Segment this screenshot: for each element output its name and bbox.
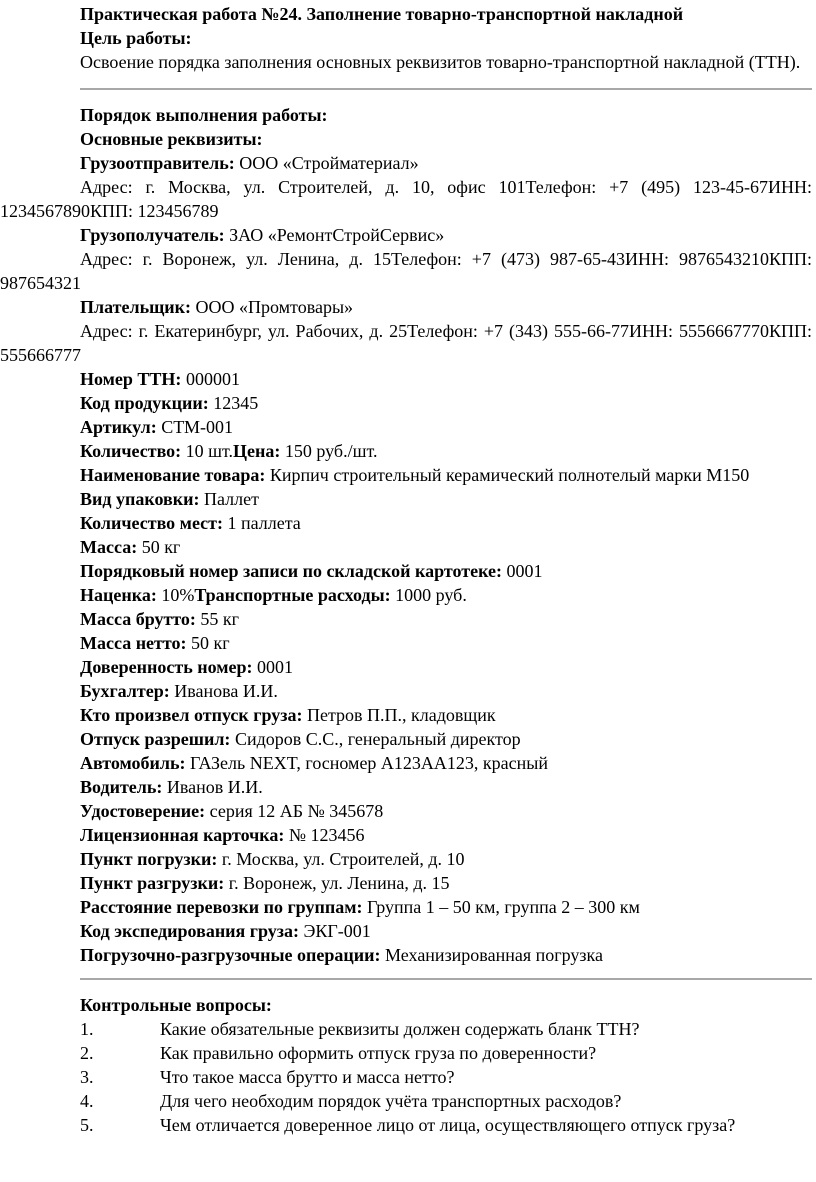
field-released-by: Кто произвел отпуск груза: Петров П.П., кладовщик (80, 705, 496, 725)
document-title: Практическая работа №24. Заполнение товарно-транспортной накладной (80, 4, 684, 24)
question-number: 5. (80, 1115, 94, 1135)
goal-heading: Цель работы: (80, 28, 192, 48)
field-vehicle: Автомобиль: ГАЗель NEXT, госномер А123АА123, красный (80, 753, 549, 773)
question-text: Для чего необходим порядок учёта транспортных расходов? (160, 1091, 622, 1111)
field-ttn-number: Номер ТТН: 000001 (80, 369, 240, 389)
field-markup-transport: Наценка: 10%Транспортные расходы: 1000 руб. (80, 585, 467, 605)
field-forwarding-code: Код экспедирования груза: ЭКГ-001 (80, 921, 371, 941)
goal-text: Освоение порядка заполнения основных реквизитов товарно-транспортной накладной (ТТН). (80, 52, 801, 72)
question-number: 1. (80, 1019, 94, 1039)
divider (80, 978, 812, 980)
question-text: Чем отличается доверенное лицо от лица, осуществляющего отпуск груза? (160, 1115, 736, 1135)
field-article: Артикул: СТМ-001 (80, 417, 234, 437)
field-loading-point: Пункт погрузки: г. Москва, ул. Строителей, д. 10 (80, 849, 465, 869)
field-power-of-attorney: Доверенность номер: 0001 (80, 657, 294, 677)
questions-heading: Контрольные вопросы: (80, 995, 272, 1015)
consignee-line: Грузополучатель: ЗАО «РемонтСтройСервис» (80, 225, 445, 245)
question-text: Какие обязательные реквизиты должен содержать бланк ТТН? (160, 1019, 640, 1039)
field-card-number: Порядковый номер записи по складской картотеке: 0001 (80, 561, 543, 581)
field-accountant: Бухгалтер: Иванова И.И. (80, 681, 278, 701)
consignee-address: Адрес: г. Воронеж, ул. Ленина, д. 15Телефон: +7 (473) 987-65-43ИНН: 9876543210КПП: 987654321 (0, 249, 812, 293)
question-number: 3. (80, 1067, 94, 1087)
question-item (0, 1041, 812, 1065)
question-number: 4. (80, 1091, 94, 1111)
field-driver: Водитель: Иванов И.И. (80, 777, 263, 797)
field-license: Удостоверение: серия 12 АБ № 345678 (80, 801, 384, 821)
question-text: Что такое масса брутто и масса нетто? (160, 1067, 455, 1087)
field-distance: Расстояние перевозки по группам: Группа 1 – 50 км, группа 2 – 300 км (80, 897, 640, 917)
field-operations: Погрузочно-разгрузочные операции: Механизированная погрузка (80, 945, 603, 965)
question-item (0, 1113, 812, 1137)
question-number: 2. (80, 1043, 94, 1063)
payer-line: Плательщик: ООО «Промтовары» (80, 297, 354, 317)
shipper-address: Адрес: г. Москва, ул. Строителей, д. 10, офис 101Телефон: +7 (495) 123-45-67ИНН: 1234567890КПП: 123456789 (0, 177, 812, 221)
question-text: Как правильно оформить отпуск груза по доверенности? (160, 1043, 597, 1063)
field-license-card: Лицензионная карточка: № 123456 (80, 825, 365, 845)
payer-address: Адрес: г. Екатеринбург, ул. Рабочих, д. 25Телефон: +7 (343) 555-66-77ИНН: 5556667770КПП: 555666777 (0, 321, 812, 365)
field-net-mass: Масса нетто: 50 кг (80, 633, 230, 653)
question-item (0, 1017, 812, 1041)
shipper-line: Грузоотправитель: ООО «Стройматериал» (80, 153, 419, 173)
field-release-permitted: Отпуск разрешил: Сидоров С.С., генеральный директор (80, 729, 521, 749)
field-mass: Масса: 50 кг (80, 537, 181, 557)
field-unloading-point: Пункт разгрузки: г. Воронеж, ул. Ленина, д. 15 (80, 873, 450, 893)
field-package: Вид упаковки: Паллет (80, 489, 259, 509)
requisites-heading: Основные реквизиты: (80, 129, 263, 149)
order-heading: Порядок выполнения работы: (80, 105, 328, 125)
field-gross-mass: Масса брутто: 55 кг (80, 609, 240, 629)
question-item (0, 1065, 812, 1089)
divider (80, 88, 812, 90)
question-item (0, 1089, 812, 1113)
field-quantity-price: Количество: 10 шт.Цена: 150 руб./шт. (80, 441, 378, 461)
field-places: Количество мест: 1 паллета (80, 513, 301, 533)
field-product-code: Код продукции: 12345 (80, 393, 259, 413)
field-product-name: Наименование товара: Кирпич строительный керамический полнотелый марки М150 (80, 465, 750, 485)
